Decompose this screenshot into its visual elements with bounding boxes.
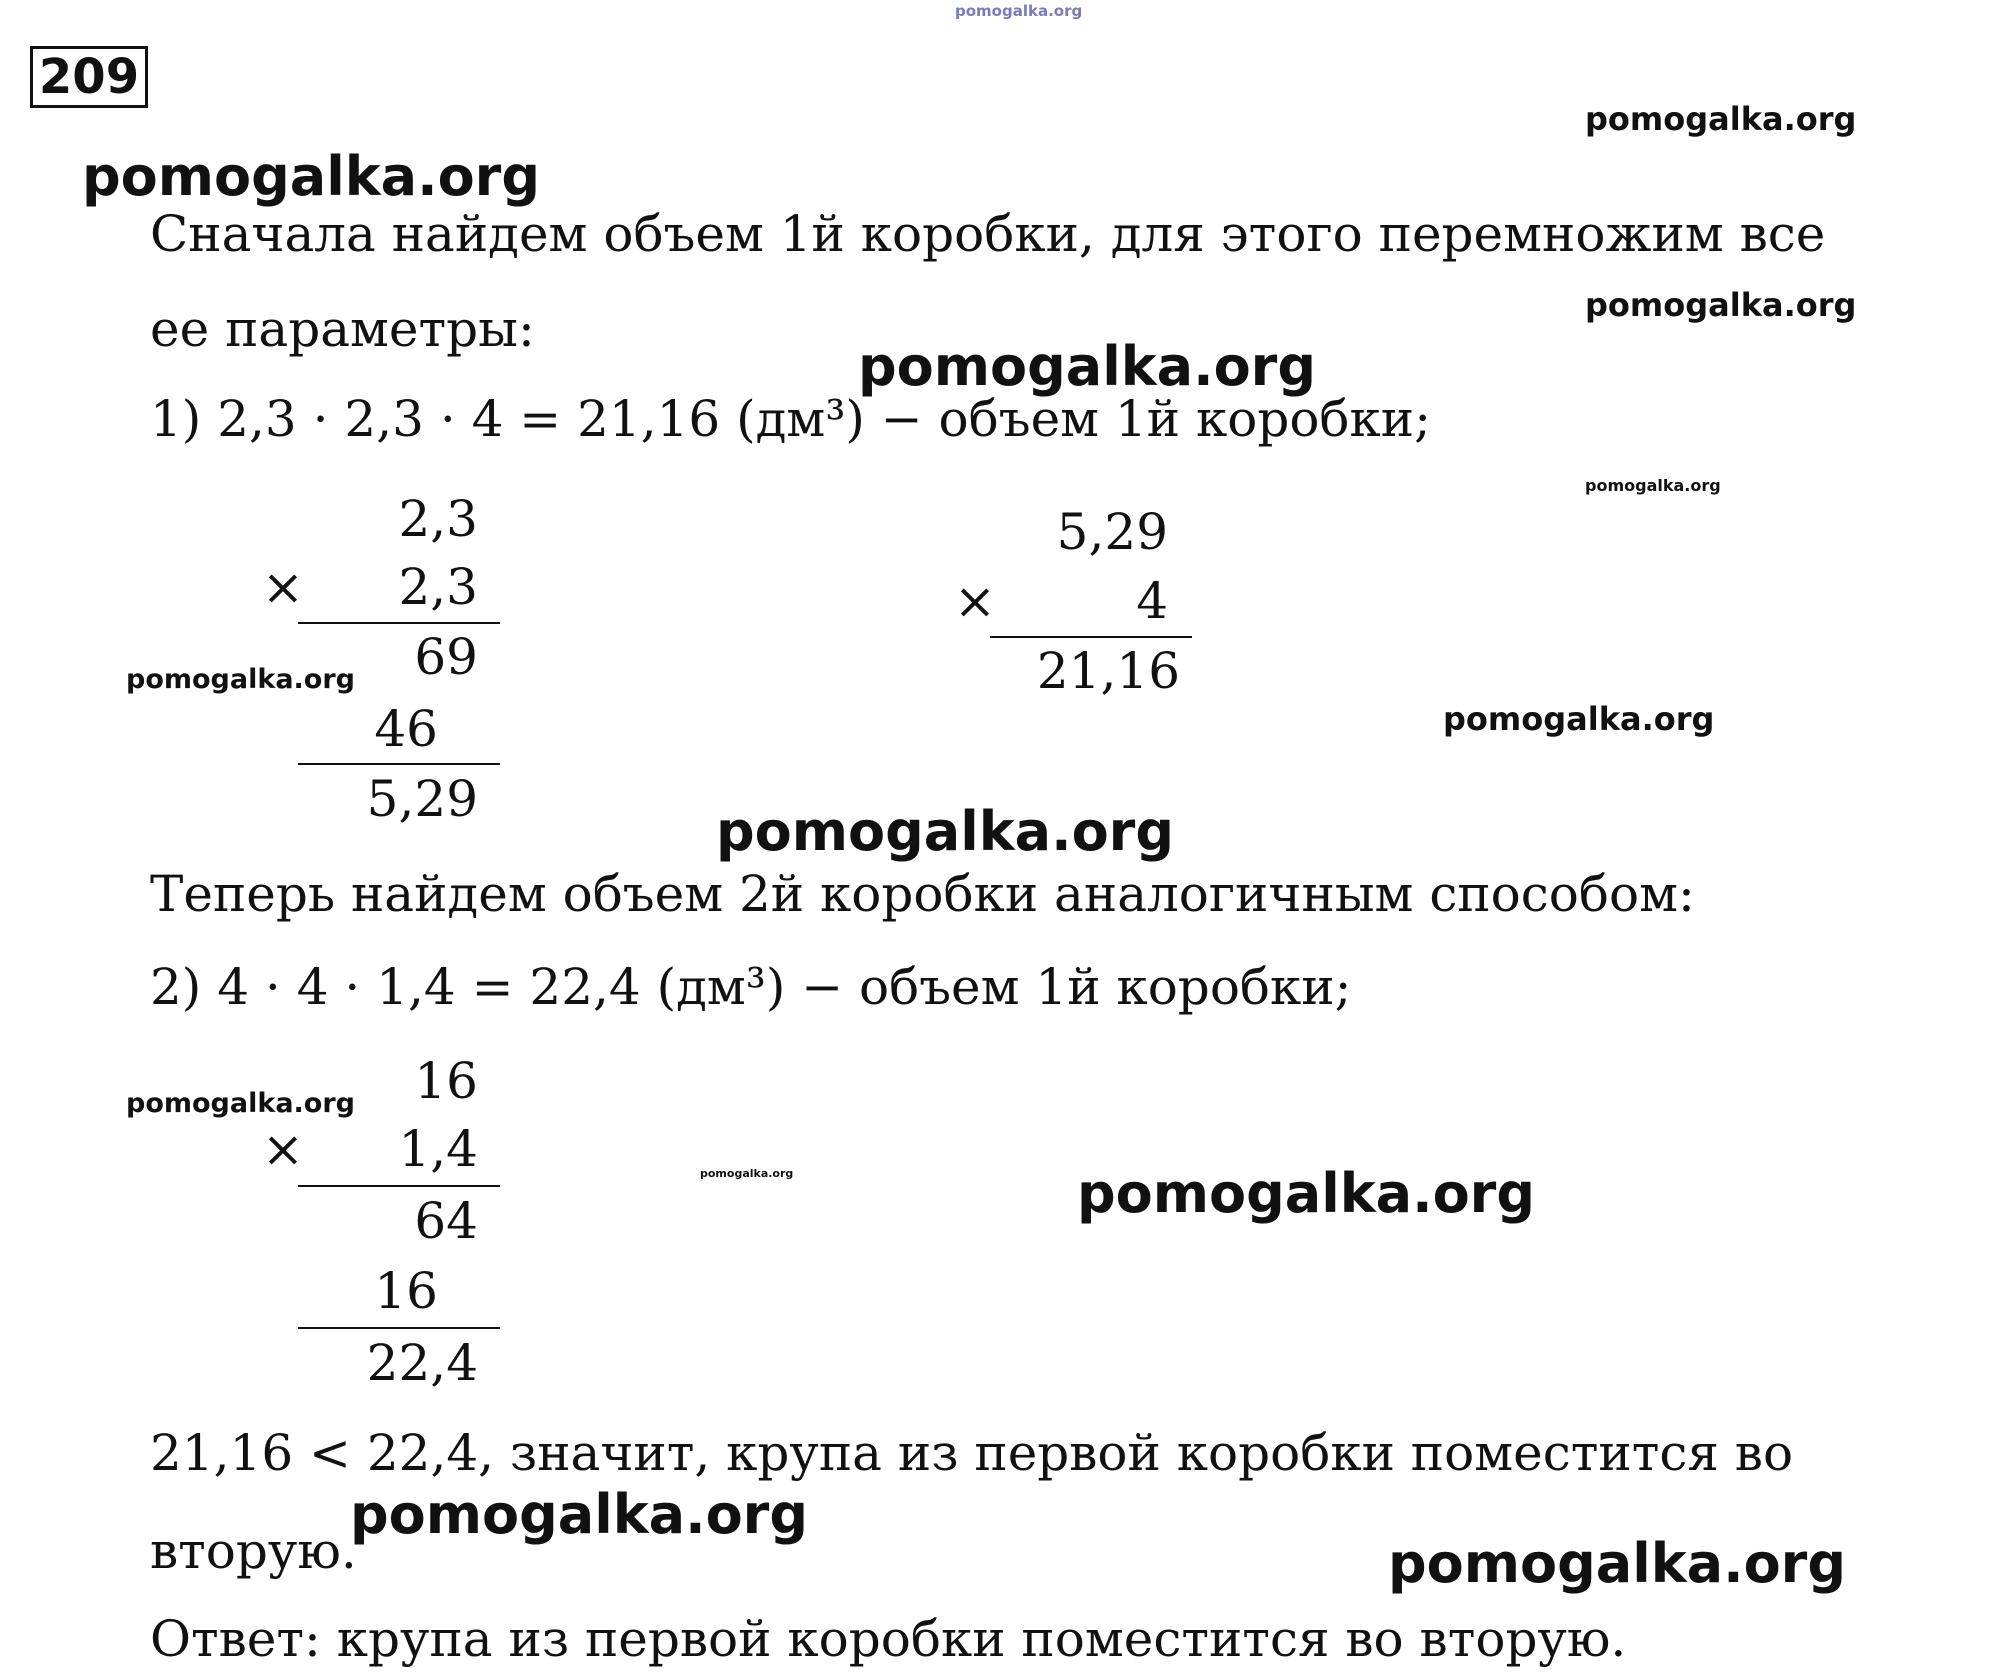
calc-1-factor-a: 2,3 (398, 490, 478, 548)
conclusion-line-1: 21,16 < 22,4, значит, крупа из первой коробки поместится во (150, 1424, 1794, 1482)
watermark: pomogalka.org (1443, 700, 1715, 738)
watermark: pomogalka.org (1585, 286, 1857, 324)
calc-3-rule (298, 1327, 500, 1329)
calc-1-rule (298, 763, 500, 765)
watermark: pomogalka.org (858, 335, 1316, 398)
calc-3-partial-2: 16 (374, 1262, 438, 1320)
multiply-sign: × (262, 558, 304, 616)
calc-1-result: 5,29 (366, 770, 478, 828)
calc-2-factor-b: 4 (1136, 572, 1168, 630)
calc-2-result: 21,16 (1036, 642, 1180, 700)
watermark: pomogalka.org (126, 1088, 355, 1119)
watermark: pomogalka.org (716, 800, 1174, 863)
calc-1-rule (298, 622, 500, 624)
step-2-equation: 2) 4 · 4 · 1,4 = 22,4 (дм³) − объем 1й коробки; (150, 958, 1352, 1016)
step-1-equation: 1) 2,3 · 2,3 · 4 = 21,16 (дм³) − объем 1й коробки; (150, 390, 1431, 448)
calc-1-partial-1: 69 (414, 628, 478, 686)
answer: Ответ: крупа из первой коробки поместится во вторую. (150, 1610, 1627, 1668)
watermark: pomogalka.org (82, 145, 540, 208)
calc-1-partial-2: 46 (374, 700, 438, 758)
calc-3-rule (298, 1185, 500, 1187)
calc-2-rule (990, 636, 1192, 638)
calc-3-result: 22,4 (366, 1334, 478, 1392)
problem-number: 209 (30, 46, 148, 108)
calc-3-factor-a: 16 (414, 1052, 478, 1110)
watermark: pomogalka.org (1585, 100, 1857, 138)
watermark: pomogalka.org (700, 1167, 794, 1180)
watermark: pomogalka.org (350, 1483, 808, 1546)
watermark: pomogalka.org (1585, 476, 1721, 495)
second-box-intro: Теперь найдем объем 2й коробки аналогичным способом: (150, 865, 1695, 923)
watermark: pomogalka.org (126, 664, 355, 695)
calc-3-factor-b: 1,4 (398, 1120, 478, 1178)
calc-1-factor-b: 2,3 (398, 558, 478, 616)
multiply-sign: × (262, 1120, 304, 1178)
watermark: pomogalka.org (1388, 1532, 1846, 1595)
calc-3-partial-1: 64 (414, 1192, 478, 1250)
multiply-sign: × (954, 572, 996, 630)
conclusion-line-2: вторую. (150, 1522, 357, 1580)
calc-2-factor-a: 5,29 (1056, 503, 1168, 561)
watermark: pomogalka.org (1077, 1162, 1535, 1225)
intro-line-2: ее параметры: (150, 300, 535, 358)
intro-line-1: Сначала найдем объем 1й коробки, для этого перемножим все (150, 205, 1826, 263)
watermark-top-faint: pomogalka.org (955, 2, 1083, 20)
